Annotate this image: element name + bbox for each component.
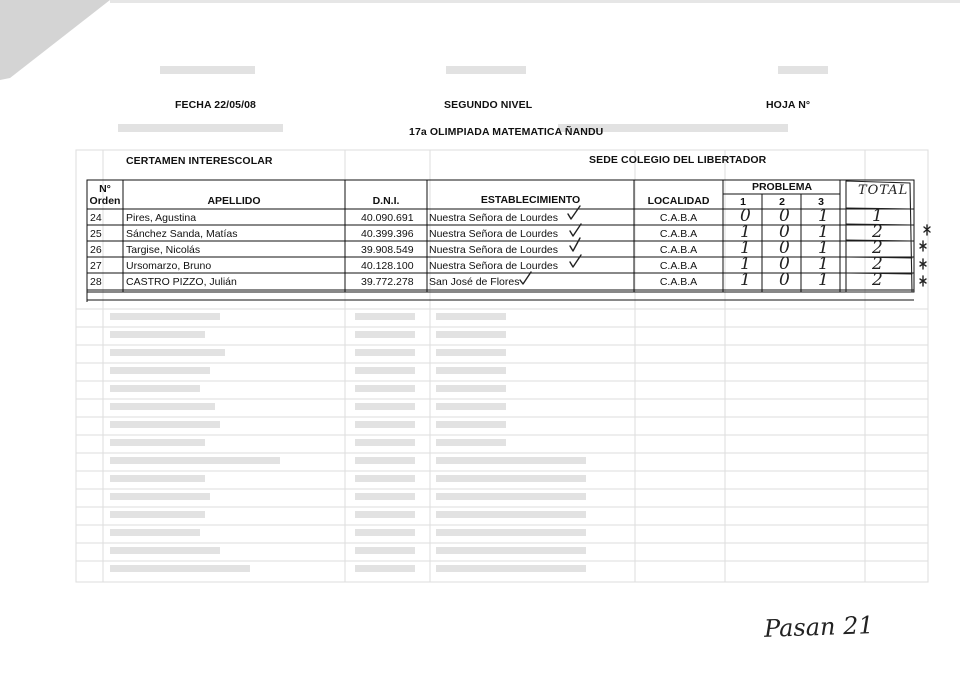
row-26-p3: 1 [818,238,829,258]
asterisk-row-25 [924,225,930,235]
row-25-apellido: Sánchez Sanda, Matías [126,228,238,240]
row-27-p2: 0 [779,254,790,274]
row-28-orden: 28 [90,276,102,288]
row-26-localidad: C.A.B.A [659,244,698,256]
row-26-dni: 39.908.549 [361,244,414,256]
row-27-localidad: C.A.B.A [659,260,698,272]
row-24-p2: 0 [779,206,790,226]
row-26-p2: 0 [779,238,790,258]
row-25-p2: 0 [779,222,790,242]
row-25-orden: 25 [90,228,102,240]
row-27-apellido: Ursomarzo, Bruno [126,260,212,272]
venue-label: SEDE COLEGIO DEL LIBERTADOR [589,154,767,166]
asterisk-row-28 [920,276,926,286]
level-label: SEGUNDO NIVEL [444,99,533,111]
row-25-establecimiento: Nuestra Señora de Lourdes [429,228,558,240]
row-25-dni: 40.399.396 [361,228,414,240]
row-24-orden: 24 [90,212,102,224]
row-28-establecimiento: San José de Flores [429,276,520,288]
check-mark-row-28 [520,272,531,284]
row-24-p3: 1 [818,206,829,226]
col-header-orden-line2: Orden [89,195,121,207]
row-26-orden: 26 [90,244,102,256]
row-28-p2: 0 [779,270,790,290]
col-header-problem-2: 2 [779,196,785,208]
row-27-total: 2 [872,254,883,274]
date-label: FECHA 22/05/08 [175,99,256,111]
row-24-dni: 40.090.691 [361,212,414,224]
row-26-apellido: Targise, Nicolás [126,244,201,256]
row-26-establecimiento: Nuestra Señora de Lourdes [429,244,558,256]
row-25-p3: 1 [818,222,829,242]
row-24-apellido: Pires, Agustina [126,212,197,224]
check-mark-row-26 [570,238,580,251]
check-mark-row-24 [568,206,580,219]
row-24-localidad: C.A.B.A [659,212,698,224]
row-26-total: 2 [872,238,883,258]
row-27-p1: 1 [740,254,751,274]
row-27-establecimiento: Nuestra Señora de Lourdes [429,260,558,272]
col-header-problema: PROBLEMA [751,181,813,193]
row-26-p1: 1 [740,238,751,258]
olympiad-title: 17a OLIMPIADA MATEMATICA ÑANDU [409,126,604,138]
row-28-apellido: CASTRO PIZZO, Julián [126,276,237,288]
row-28-total: 2 [872,270,883,290]
row-24-establecimiento: Nuestra Señora de Lourdes [429,212,558,224]
col-header-localidad: LOCALIDAD [647,195,710,207]
row-24-p1: 0 [740,206,751,226]
row-27-dni: 40.128.100 [361,260,414,272]
row-28-p1: 1 [740,270,751,290]
asterisk-row-26 [920,241,926,251]
col-header-apellido: APELLIDO [207,195,261,207]
row-27-orden: 27 [90,260,102,272]
row-25-localidad: C.A.B.A [659,228,698,240]
row-25-total: 2 [872,222,883,242]
col-header-total-handwritten: TOTAL [858,183,909,198]
row-28-p3: 1 [818,270,829,290]
handwritten-note: Pasan 21 [763,611,875,643]
check-mark-row-25 [570,224,581,236]
col-header-dni: D.N.I. [372,195,400,207]
row-27-p3: 1 [818,254,829,274]
col-header-establecimiento: ESTABLECIMIENTO [480,194,581,206]
row-24-total: 1 [872,206,883,226]
row-28-localidad: C.A.B.A [659,276,698,288]
col-header-problem-3: 3 [818,196,824,208]
sheet-number-label: HOJA N° [766,99,811,111]
col-header-orden-line1: N° [99,183,111,195]
row-25-p1: 1 [740,222,751,242]
contest-label: CERTAMEN INTERESCOLAR [126,155,273,167]
row-28-dni: 39.772.278 [361,276,414,288]
asterisk-row-27 [920,259,926,269]
col-header-problem-1: 1 [740,196,746,208]
check-mark-row-27 [570,255,581,267]
